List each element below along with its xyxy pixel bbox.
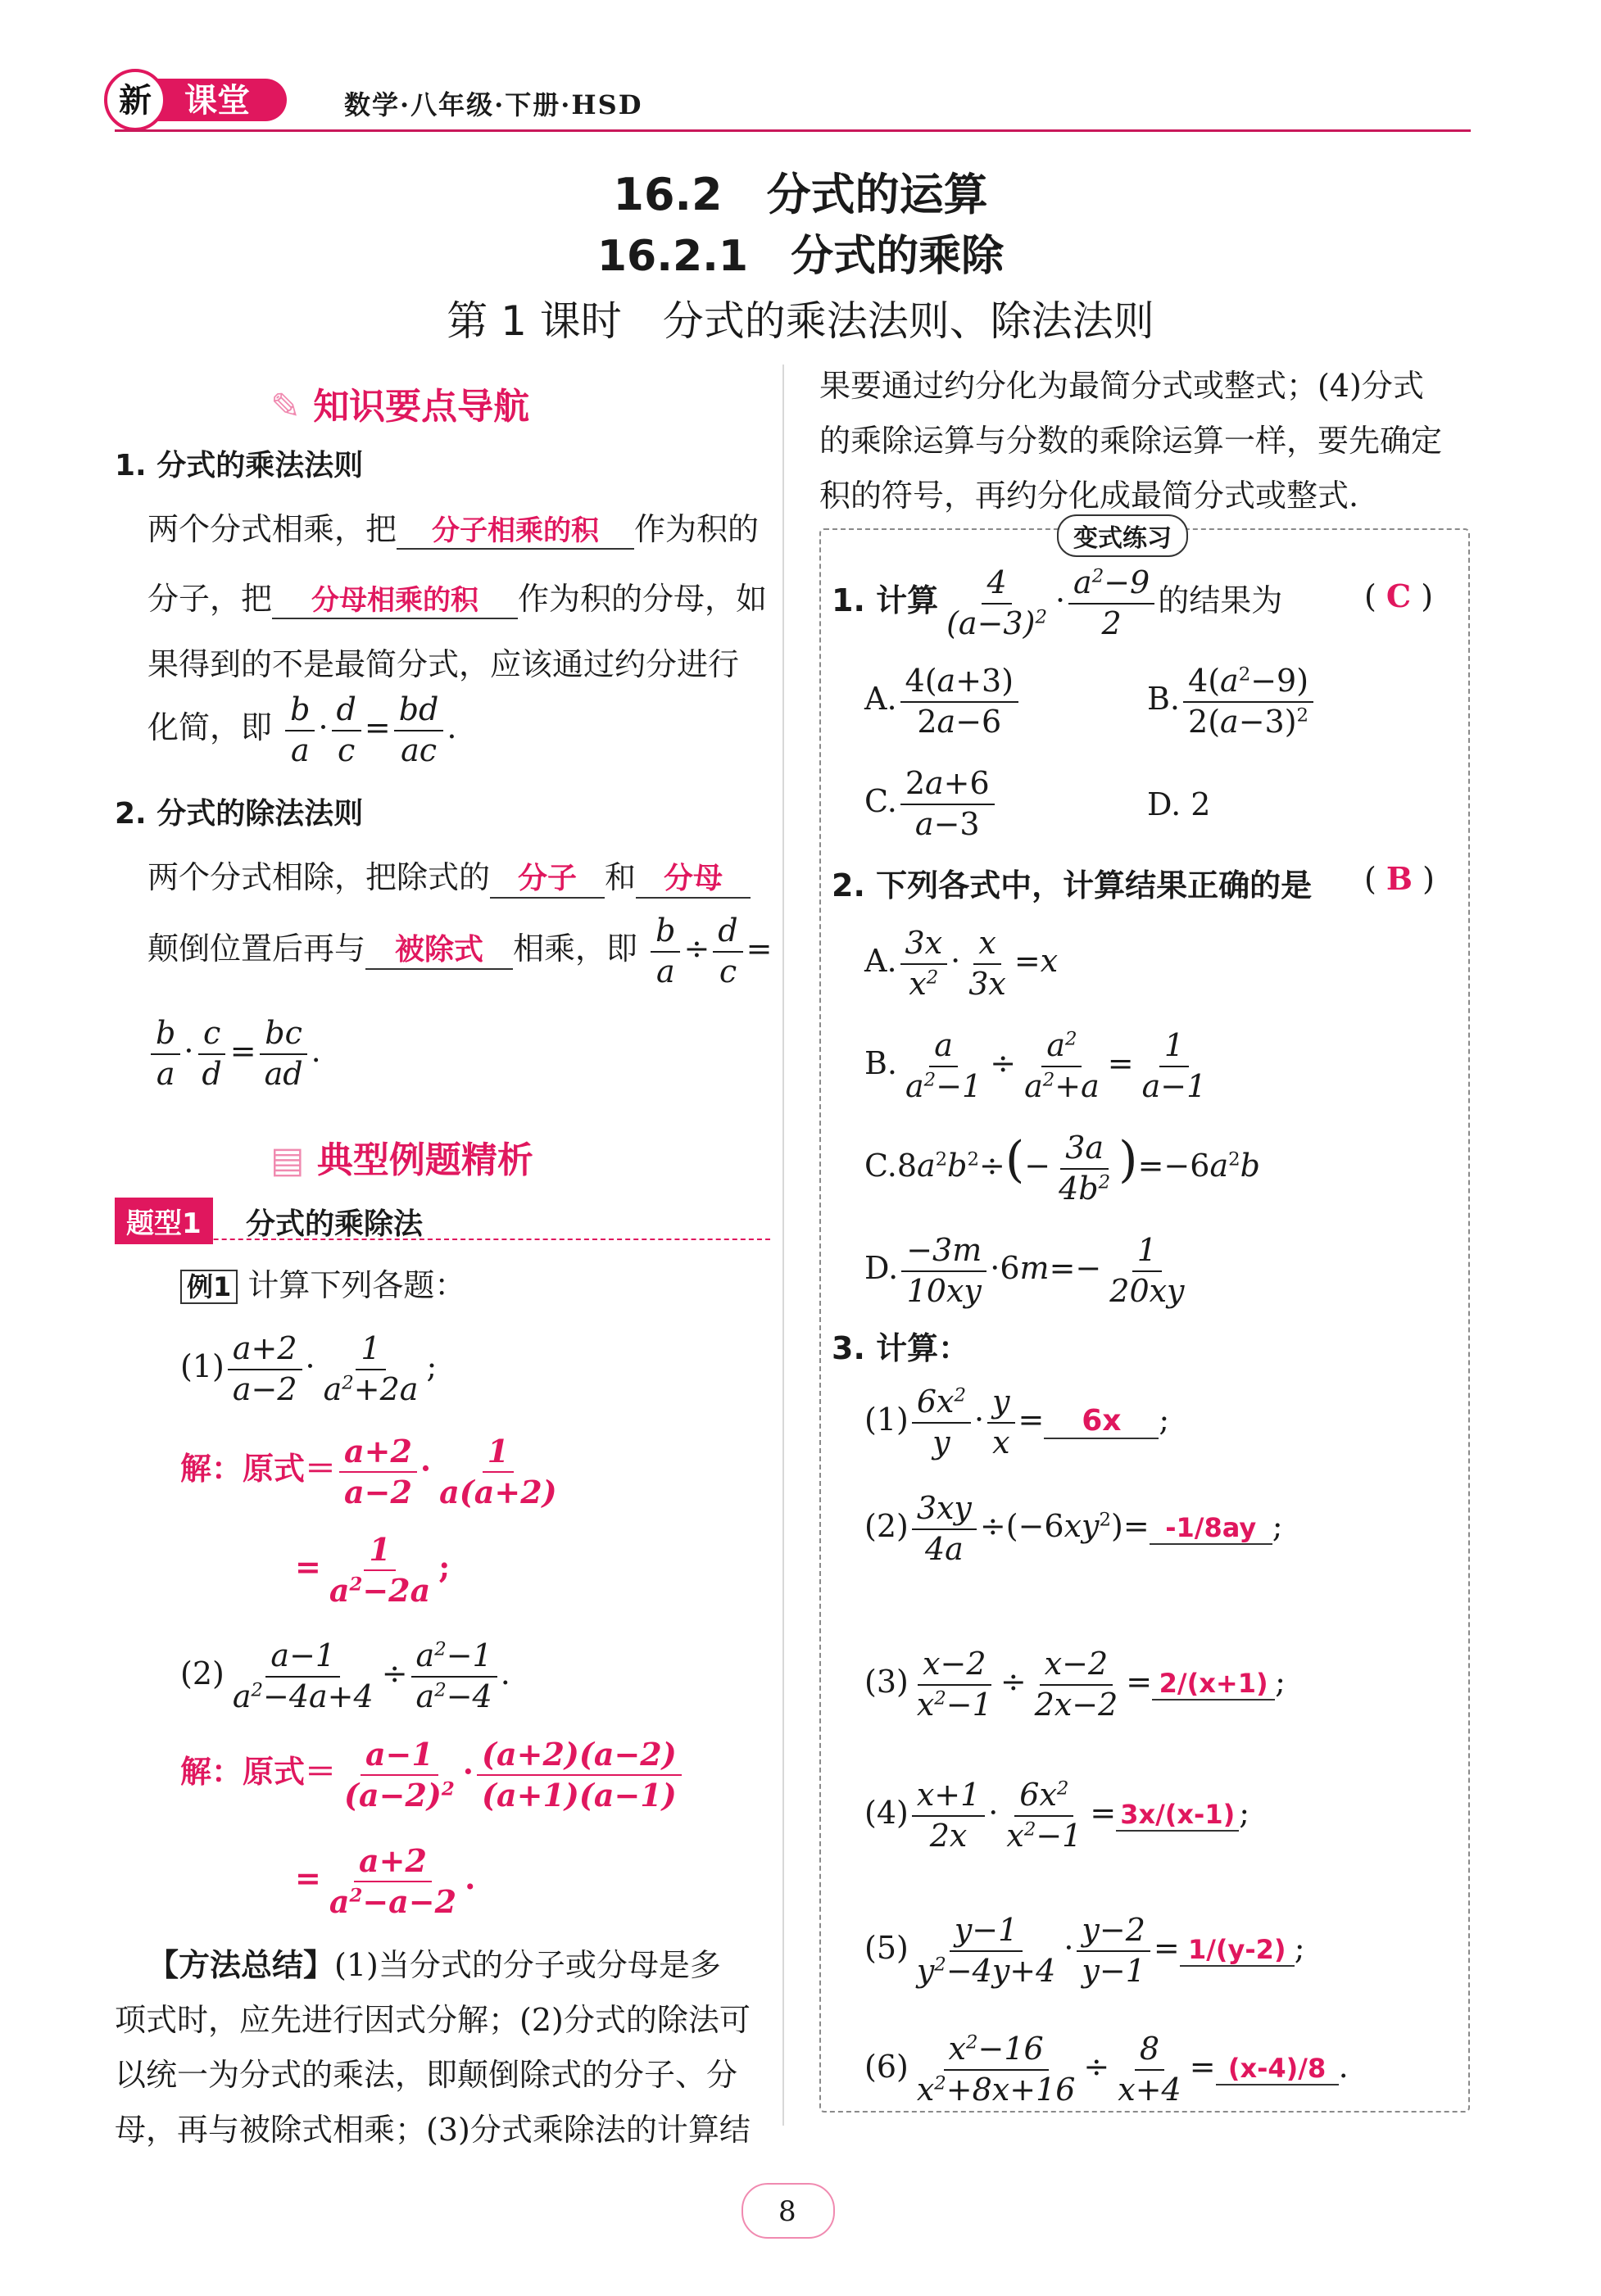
column-divider <box>782 365 784 2126</box>
q3-6-answer: (x-4)/8 <box>1216 2053 1339 2085</box>
summary-line-2: 项式时，应先进行因式分解；(2)分式的除法可 <box>115 2002 751 2038</box>
type-rule <box>115 1239 770 1240</box>
q3-5-answer: 1/(y-2) <box>1180 1934 1295 1967</box>
q1: 1. 计算 $\frac{4}{(a-3)^2}$ · $\frac{a^2-9}{2}$ 的结果为 <box>832 564 1283 641</box>
rule2-title: 2. 分式的除法法则 <box>115 797 364 831</box>
q3-2-answer: -1/8ay <box>1150 1512 1272 1545</box>
q2-option-c: $C.8a^2b^2\div(-$ $\frac{3a}{4b^2}$ )$=-6a^2b$ <box>864 1130 1260 1207</box>
rule2-blank1: 分子 <box>490 855 605 899</box>
svg-text:新: 新 <box>119 82 152 120</box>
practice-badge: 变式练习 <box>1057 514 1188 557</box>
subsection-title: 16.2.1 分式的乘除 <box>596 232 1005 281</box>
rule2-blank3: 被除式 <box>365 926 513 970</box>
rule2-line3: $\frac{b}{a}$ · $\frac{c}{d}$ = $\frac{bc}{ad}$ . <box>147 1016 321 1092</box>
q2-option-a: A. $\frac{3x}{x^2}$ · $\frac{x}{3x}$ =x <box>864 925 1059 1002</box>
q3-4-answer: 3x/(x-1) <box>1116 1799 1239 1832</box>
q3-3: (3) $\frac{x-2}{x^2-1}$ ÷ $\frac{x-2}{2x-2}$ = 2/(x+1) ; <box>864 1646 1286 1723</box>
summary-line-1: 【方法总结】(1)当分式的分子或分母是多 <box>147 1947 721 1983</box>
q3-3-answer: 2/(x+1) <box>1152 1668 1275 1700</box>
rule1-line1: 两个分式相乘，把 分子相乘的积 作为积的 <box>147 504 759 550</box>
example-1: (1) $\frac{a+2}{a-2}$ · $\frac{1}{a^2+2a}$ ; <box>180 1330 438 1407</box>
summary-line-7: 积的符号，再约分化成最简分式或整式. <box>819 478 1359 514</box>
example-2: (2) $\frac{a-1}{a^2-4a+4}$ ÷ $\frac{a^2-1}{a^2-4}$ . <box>180 1637 510 1714</box>
q2-option-d: D. $\frac{-3m}{10xy}$ ·6m=− $\frac{1}{20xy}$ <box>864 1232 1185 1309</box>
q3-1: (1) $\frac{6x^2}{y}$ · $\frac{y}{x}$ = 6x ; <box>864 1383 1170 1460</box>
q1-option-a: A. $\frac{4(a+3)}{2a-6}$ <box>864 663 1022 740</box>
solution-1: 解：原式＝ $\frac{a+2}{a-2}$ · $\frac{1}{a(a+2)}$ <box>180 1433 557 1510</box>
q2: 2. 下列各式中，计算结果正确的是 <box>832 867 1313 903</box>
books-icon: ▤ <box>270 1139 317 1181</box>
q1-answer: ( C ) <box>1364 577 1434 614</box>
solution-2-result: = $\frac{a+2}{a^2-a-2}$ . <box>295 1842 476 1920</box>
rule1-line2: 分子，把 分母相乘的积 作为积的分母，如 <box>147 573 767 619</box>
rule2-blank2: 分母 <box>636 855 751 899</box>
summary-line-4: 母，再与被除式相乘；(3)分式乘除法的计算结 <box>115 2112 751 2148</box>
q3-5: (5) $\frac{y-1}{y^2-4y+4}$ · $\frac{y-2}{y-1}$ = 1/(y-2) ; <box>864 1912 1305 1989</box>
section-title: 16.2 分式的运算 <box>613 169 988 220</box>
header-rule <box>115 129 1471 132</box>
book-icon: ✎ <box>270 386 314 428</box>
knowledge-banner: ✎ 知识要点导航 <box>270 386 530 428</box>
rule1-title: 1. 分式的乘法法则 <box>115 449 364 482</box>
q1-option-b: B. $\frac{4(a^2-9)}{2(a-3)^2}$ <box>1147 663 1317 740</box>
type-label: 题型1 <box>115 1198 213 1244</box>
q3-2: (2) $\frac{3xy}{4a}$ $\div(-6xy^2)= -1/8ay$ ; <box>864 1490 1283 1567</box>
q2-answer: ( B ) <box>1364 860 1435 897</box>
page-number: 8 <box>778 2195 796 2228</box>
example-banner: ▤ 典型例题精析 <box>270 1139 533 1181</box>
rule1-line4: 化简，即 $\frac{b}{a}$ · $\frac{d}{c}$ = $\frac{bd}{ac}$ . <box>147 691 457 768</box>
series-info: 数学·八年级·下册·HSD <box>344 89 643 120</box>
example-line: 例1 计算下列各题： <box>180 1260 465 1305</box>
solution-2: 解：原式＝ $\frac{a-1}{(a-2)^2}$ · $\frac{(a+2)(a-2)}{(a+1)(a-1)}$ <box>180 1737 685 1813</box>
lesson-title: 第 1 课时 分式的乘法法则、除法法则 <box>447 297 1154 345</box>
rule2-line2: 颠倒位置后再与 被除式 相乘，即 $\frac{b}{a}$ ÷ $\frac{d}{c}$ = <box>147 913 773 989</box>
q2-option-b: B. $\frac{a}{a^2-1}$ ÷ $\frac{a^2}{a^2+a}$ = $\frac{1}{a-1}$ <box>864 1027 1207 1104</box>
q1-option-c: C. $\frac{2a+6}{a-3}$ <box>864 766 998 842</box>
rule1-blank2: 分母相乘的积 <box>272 577 518 619</box>
summary-line-6: 的乘除运算与分数的乘除运算一样，要先确定 <box>819 423 1443 459</box>
q3: 3. 计算： <box>832 1330 970 1366</box>
q3-4: (4) $\frac{x+1}{2x}$ · $\frac{6x^2}{x^2-1}$ = 3x/(x-1) ; <box>864 1777 1250 1854</box>
type-title: 分式的乘除法 <box>246 1207 424 1241</box>
q3-6: (6) $\frac{x^2-16}{x^2+8x+16}$ ÷ $\frac{8}{x+4}$ = (x-4)/8 . <box>864 2031 1349 2108</box>
summary-line-3: 以统一为分式的乘法，即颠倒除式的分子、分 <box>115 2057 738 2093</box>
summary-line-5: 果要通过约分化为最简分式或整式；(4)分式 <box>819 368 1424 404</box>
publisher-logo <box>94 67 299 131</box>
rule2-line1: 两个分式相除，把除式的 分子 和 分母 <box>147 852 751 899</box>
svg-text:课堂: 课堂 <box>184 82 250 120</box>
q3-1-answer: 6x <box>1044 1404 1159 1439</box>
rule1-blank1: 分子相乘的积 <box>397 508 634 550</box>
example-label: 例1 <box>180 1270 238 1304</box>
rule1-line3: 果得到的不是最简分式，应该通过约分进行 <box>147 646 740 682</box>
q1-option-d: D. 2 <box>1147 786 1211 822</box>
solution-1-result: = $\frac{1}{a^2-2a}$ ; <box>295 1531 451 1609</box>
